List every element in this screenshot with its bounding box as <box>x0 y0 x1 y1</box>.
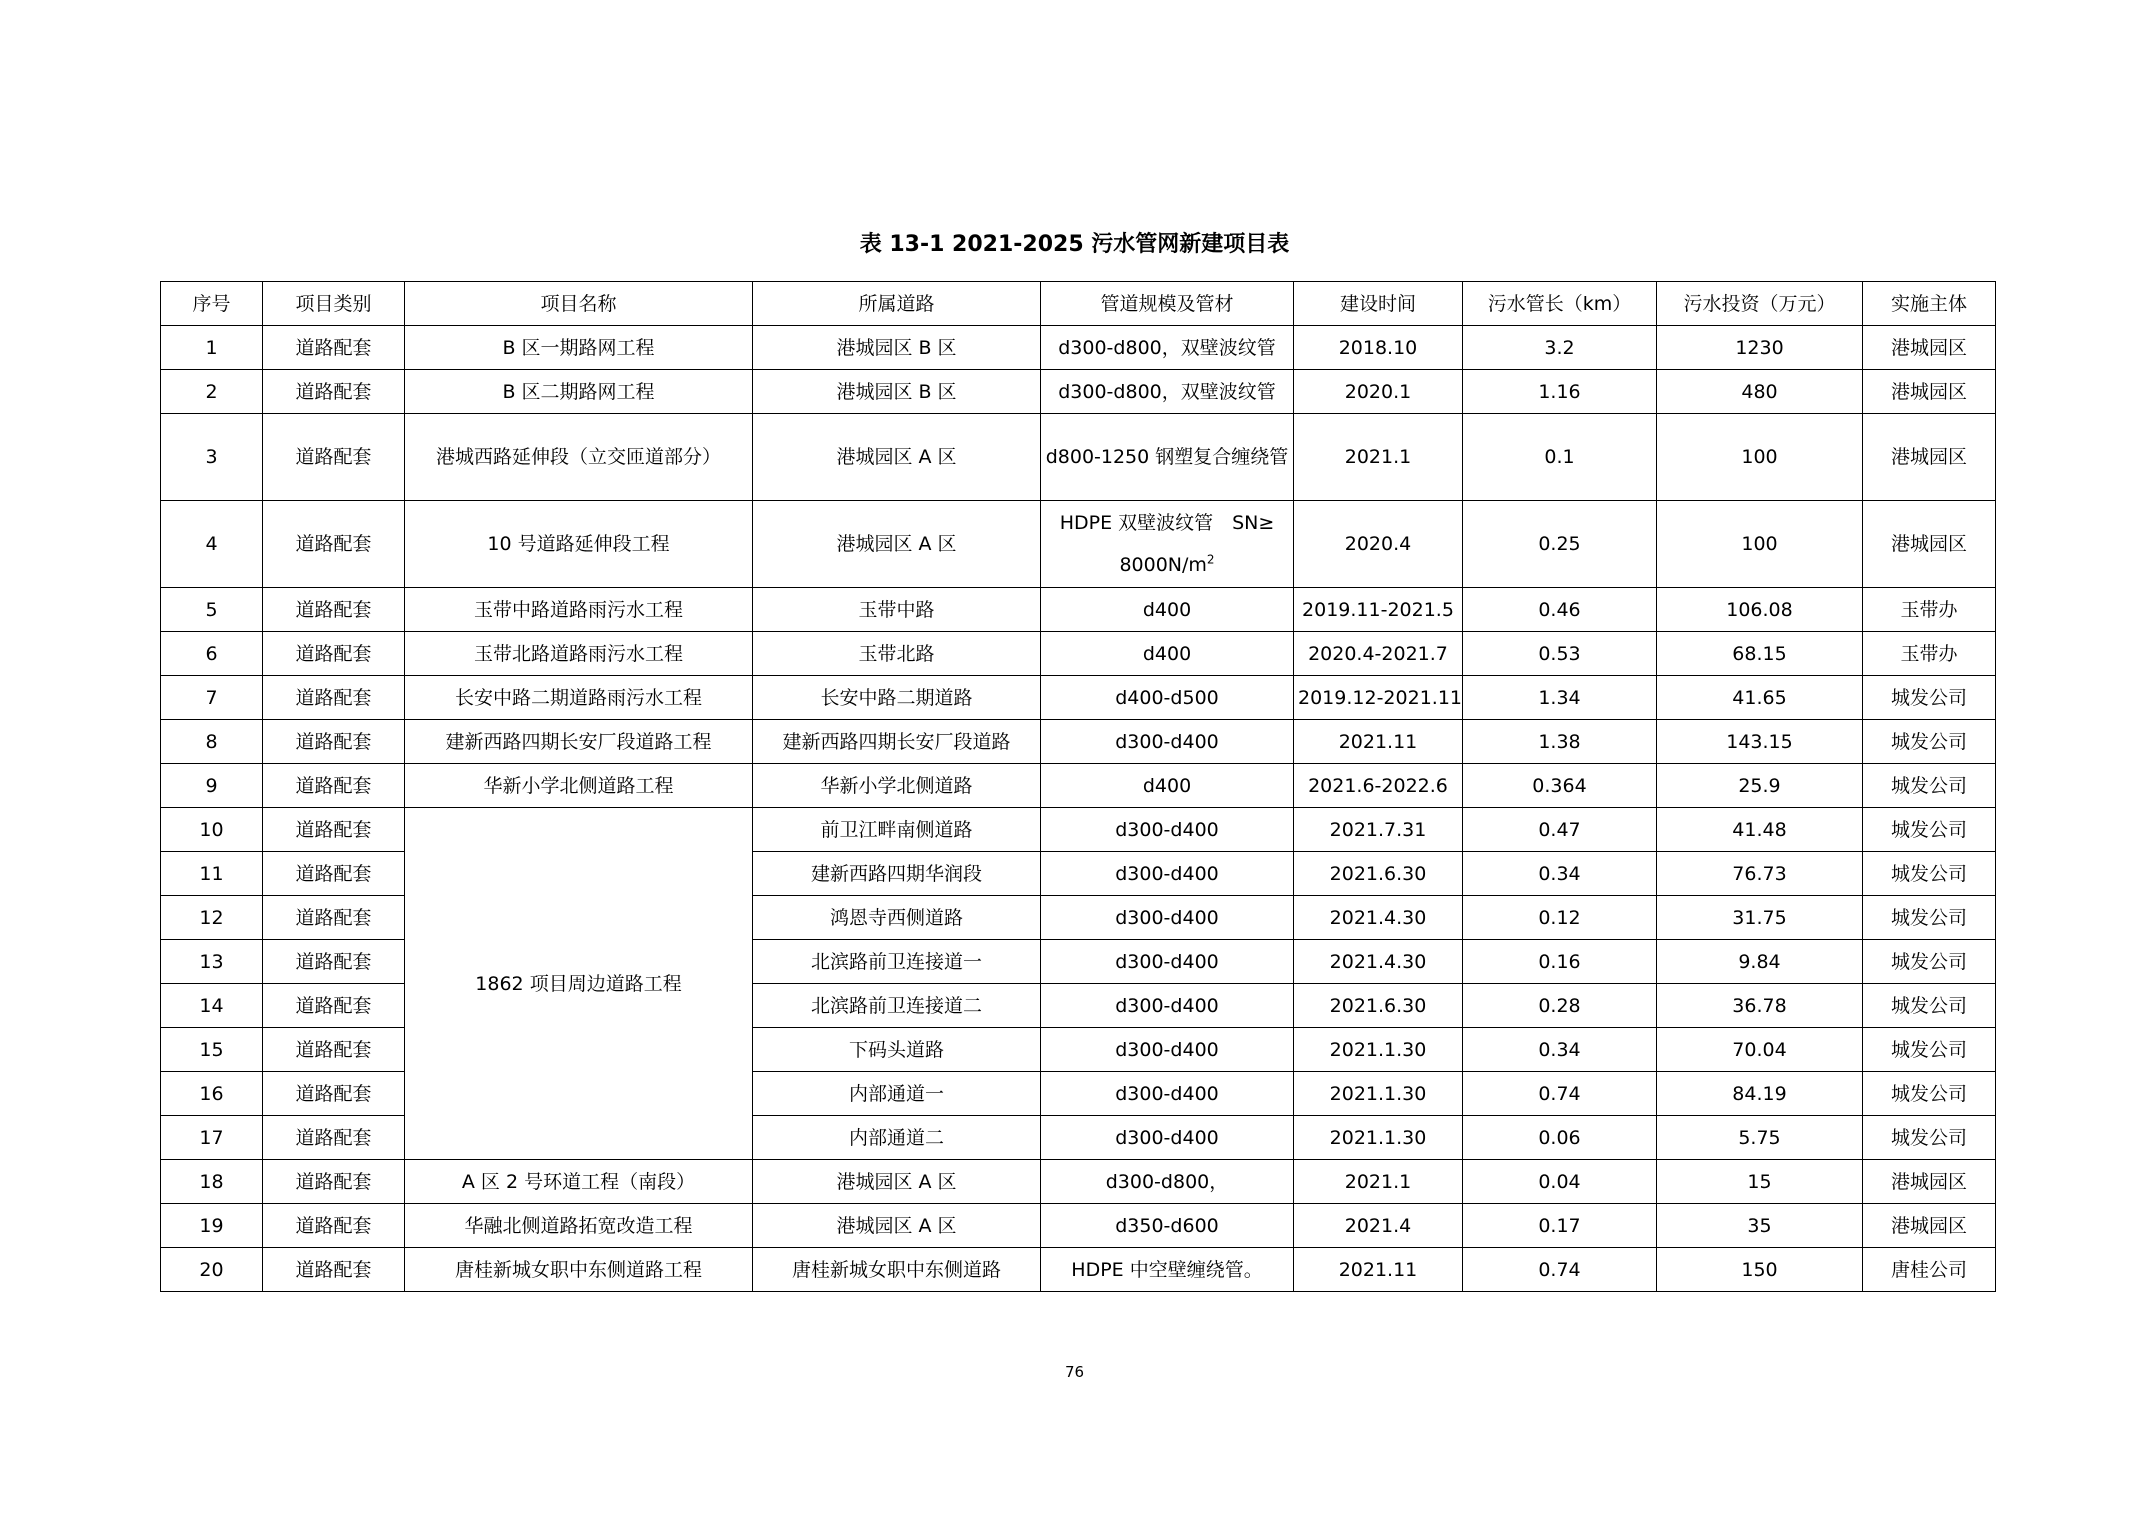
cell-material: d300-d400 <box>1041 852 1294 896</box>
cell-investment: 68.15 <box>1657 632 1863 676</box>
cell-category: 道路配套 <box>263 940 405 984</box>
cell-name: 建新西路四期长安厂段道路工程 <box>405 720 753 764</box>
header-cell: 所属道路 <box>753 282 1041 326</box>
cell-owner: 港城园区 <box>1863 1160 1996 1204</box>
cell-name: 港城西路延伸段（立交匝道部分） <box>405 414 753 501</box>
cell-time: 2021.11 <box>1294 1248 1463 1292</box>
cell-material: d300-d400 <box>1041 940 1294 984</box>
cell-material: d300-d400 <box>1041 896 1294 940</box>
cell-name-merged: 1862 项目周边道路工程 <box>405 808 753 1160</box>
cell-material: d300-d400 <box>1041 1028 1294 1072</box>
cell-road: 港城园区 B 区 <box>753 326 1041 370</box>
table-row <box>161 1160 1996 1204</box>
cell-name: 华新小学北侧道路工程 <box>405 764 753 808</box>
cell-owner: 港城园区 <box>1863 326 1996 370</box>
cell-name: 唐桂新城女职中东侧道路工程 <box>405 1248 753 1292</box>
cell-owner: 唐桂公司 <box>1863 1248 1996 1292</box>
cell-investment: 143.15 <box>1657 720 1863 764</box>
cell-investment: 70.04 <box>1657 1028 1863 1072</box>
cell-time: 2020.4 <box>1294 501 1463 588</box>
cell-length: 0.74 <box>1463 1248 1657 1292</box>
cell-no: 13 <box>161 940 263 984</box>
cell-investment: 1230 <box>1657 326 1863 370</box>
cell-time: 2020.4-2021.7 <box>1294 632 1463 676</box>
cell-owner: 玉带办 <box>1863 632 1996 676</box>
cell-road: 内部通道二 <box>753 1116 1041 1160</box>
cell-no: 2 <box>161 370 263 414</box>
cell-material <box>1041 501 1294 588</box>
table-row <box>161 808 1996 852</box>
superscript-2: 2 <box>1206 552 1215 567</box>
cell-length: 0.53 <box>1463 632 1657 676</box>
cell-category: 道路配套 <box>263 720 405 764</box>
cell-road: 下码头道路 <box>753 1028 1041 1072</box>
cell-time: 2021.4.30 <box>1294 896 1463 940</box>
cell-category: 道路配套 <box>263 414 405 501</box>
cell-category: 道路配套 <box>263 1116 405 1160</box>
table-row <box>161 326 1996 370</box>
cell-road: 长安中路二期道路 <box>753 676 1041 720</box>
cell-material: d300-d800，双壁波纹管 <box>1041 326 1294 370</box>
cell-owner: 城发公司 <box>1863 984 1996 1028</box>
cell-time: 2021.7.31 <box>1294 808 1463 852</box>
table-row <box>161 676 1996 720</box>
cell-road: 港城园区 A 区 <box>753 501 1041 588</box>
cell-investment: 35 <box>1657 1204 1863 1248</box>
cell-length: 0.28 <box>1463 984 1657 1028</box>
cell-road: 港城园区 A 区 <box>753 1204 1041 1248</box>
cell-category: 道路配套 <box>263 896 405 940</box>
cell-owner: 城发公司 <box>1863 808 1996 852</box>
cell-name: 华融北侧道路拓宽改造工程 <box>405 1204 753 1248</box>
cell-category: 道路配套 <box>263 676 405 720</box>
table-title: 表 13-1 2021-2025 污水管网新建项目表 <box>859 232 1290 257</box>
cell-name: 长安中路二期道路雨污水工程 <box>405 676 753 720</box>
cell-time: 2021.4 <box>1294 1204 1463 1248</box>
header-cell: 序号 <box>161 282 263 326</box>
cell-time: 2020.1 <box>1294 370 1463 414</box>
cell-material: d300-d400 <box>1041 1072 1294 1116</box>
cell-investment: 150 <box>1657 1248 1863 1292</box>
cell-owner: 城发公司 <box>1863 676 1996 720</box>
cell-investment: 84.19 <box>1657 1072 1863 1116</box>
cell-investment: 76.73 <box>1657 852 1863 896</box>
cell-investment: 41.48 <box>1657 808 1863 852</box>
cell-time: 2018.10 <box>1294 326 1463 370</box>
cell-road: 华新小学北侧道路 <box>753 764 1041 808</box>
cell-owner: 港城园区 <box>1863 1204 1996 1248</box>
cell-no: 14 <box>161 984 263 1028</box>
cell-time: 2021.6.30 <box>1294 852 1463 896</box>
cell-length: 3.2 <box>1463 326 1657 370</box>
cell-category: 道路配套 <box>263 1028 405 1072</box>
header-cell: 项目类别 <box>263 282 405 326</box>
table-row <box>161 1248 1996 1292</box>
cell-no: 11 <box>161 852 263 896</box>
table-row <box>161 501 1996 588</box>
cell-category: 道路配套 <box>263 370 405 414</box>
cell-road: 港城园区 B 区 <box>753 370 1041 414</box>
cell-category: 道路配套 <box>263 588 405 632</box>
cell-investment: 36.78 <box>1657 984 1863 1028</box>
cell-no: 16 <box>161 1072 263 1116</box>
cell-material: d300-d400 <box>1041 1116 1294 1160</box>
cell-category: 道路配套 <box>263 984 405 1028</box>
cell-road: 鸿恩寺西侧道路 <box>753 896 1041 940</box>
cell-investment: 106.08 <box>1657 588 1863 632</box>
cell-name: 玉带中路道路雨污水工程 <box>405 588 753 632</box>
cell-no: 4 <box>161 501 263 588</box>
cell-no: 5 <box>161 588 263 632</box>
cell-road: 港城园区 A 区 <box>753 414 1041 501</box>
cell-road: 北滨路前卫连接道二 <box>753 984 1041 1028</box>
cell-no: 1 <box>161 326 263 370</box>
cell-owner: 港城园区 <box>1863 414 1996 501</box>
table-row <box>161 764 1996 808</box>
cell-investment: 480 <box>1657 370 1863 414</box>
cell-owner: 城发公司 <box>1863 1072 1996 1116</box>
cell-no: 9 <box>161 764 263 808</box>
cell-no: 10 <box>161 808 263 852</box>
cell-no: 7 <box>161 676 263 720</box>
header-cell: 污水投资（万元） <box>1657 282 1863 326</box>
material-line-1: HDPE 双壁波纹管 SN≥ <box>1059 512 1275 534</box>
cell-name: 玉带北路道路雨污水工程 <box>405 632 753 676</box>
cell-category: 道路配套 <box>263 1204 405 1248</box>
cell-investment: 100 <box>1657 414 1863 501</box>
header-row <box>161 282 1996 326</box>
cell-time: 2021.4.30 <box>1294 940 1463 984</box>
cell-owner: 城发公司 <box>1863 940 1996 984</box>
header-cell: 实施主体 <box>1863 282 1996 326</box>
cell-time: 2021.6.30 <box>1294 984 1463 1028</box>
cell-investment: 5.75 <box>1657 1116 1863 1160</box>
cell-length: 0.25 <box>1463 501 1657 588</box>
cell-owner: 城发公司 <box>1863 720 1996 764</box>
cell-road: 唐桂新城女职中东侧道路 <box>753 1248 1041 1292</box>
table-row <box>161 1204 1996 1248</box>
cell-length: 1.16 <box>1463 370 1657 414</box>
cell-material: d400 <box>1041 632 1294 676</box>
table-row <box>161 632 1996 676</box>
header-cell: 建设时间 <box>1294 282 1463 326</box>
cell-length: 0.47 <box>1463 808 1657 852</box>
header-cell: 污水管长（km） <box>1463 282 1657 326</box>
cell-material: d800-1250 钢塑复合缠绕管 <box>1041 414 1294 501</box>
cell-no: 17 <box>161 1116 263 1160</box>
cell-time: 2021.1.30 <box>1294 1072 1463 1116</box>
cell-length: 0.364 <box>1463 764 1657 808</box>
cell-material: d300-d400 <box>1041 720 1294 764</box>
cell-length: 0.06 <box>1463 1116 1657 1160</box>
cell-no: 19 <box>161 1204 263 1248</box>
cell-investment: 25.9 <box>1657 764 1863 808</box>
cell-owner: 港城园区 <box>1863 501 1996 588</box>
sewer-project-table <box>160 281 1996 1292</box>
cell-material: d400 <box>1041 588 1294 632</box>
cell-owner: 城发公司 <box>1863 852 1996 896</box>
cell-category: 道路配套 <box>263 326 405 370</box>
cell-no: 3 <box>161 414 263 501</box>
cell-road: 前卫江畔南侧道路 <box>753 808 1041 852</box>
cell-length: 0.17 <box>1463 1204 1657 1248</box>
cell-length: 0.16 <box>1463 940 1657 984</box>
cell-length: 1.38 <box>1463 720 1657 764</box>
header-cell: 项目名称 <box>405 282 753 326</box>
page-number: 76 <box>1064 1363 1085 1381</box>
cell-category: 道路配套 <box>263 852 405 896</box>
cell-time: 2021.11 <box>1294 720 1463 764</box>
cell-time: 2021.6-2022.6 <box>1294 764 1463 808</box>
cell-time: 2021.1 <box>1294 414 1463 501</box>
cell-category: 道路配套 <box>263 1160 405 1204</box>
material-line-2: 8000N/m <box>1119 554 1207 576</box>
header-cell: 管道规模及管材 <box>1041 282 1294 326</box>
cell-no: 8 <box>161 720 263 764</box>
table-row <box>161 370 1996 414</box>
cell-material: d300-d400 <box>1041 984 1294 1028</box>
cell-length: 0.1 <box>1463 414 1657 501</box>
cell-road: 内部通道一 <box>753 1072 1041 1116</box>
cell-no: 20 <box>161 1248 263 1292</box>
cell-length: 0.04 <box>1463 1160 1657 1204</box>
cell-owner: 城发公司 <box>1863 764 1996 808</box>
cell-investment: 15 <box>1657 1160 1863 1204</box>
cell-name: 10 号道路延伸段工程 <box>405 501 753 588</box>
cell-category: 道路配套 <box>263 1072 405 1116</box>
cell-owner: 城发公司 <box>1863 1116 1996 1160</box>
cell-material: d400-d500 <box>1041 676 1294 720</box>
cell-name: B 区二期路网工程 <box>405 370 753 414</box>
cell-material: d400 <box>1041 764 1294 808</box>
cell-material: d350-d600 <box>1041 1204 1294 1248</box>
cell-investment: 100 <box>1657 501 1863 588</box>
cell-owner: 城发公司 <box>1863 896 1996 940</box>
cell-time: 2021.1.30 <box>1294 1028 1463 1072</box>
cell-no: 15 <box>161 1028 263 1072</box>
cell-category: 道路配套 <box>263 632 405 676</box>
cell-category: 道路配套 <box>263 764 405 808</box>
cell-investment: 31.75 <box>1657 896 1863 940</box>
cell-name: B 区一期路网工程 <box>405 326 753 370</box>
cell-no: 12 <box>161 896 263 940</box>
cell-length: 1.34 <box>1463 676 1657 720</box>
cell-owner: 玉带办 <box>1863 588 1996 632</box>
cell-road: 玉带北路 <box>753 632 1041 676</box>
cell-category: 道路配套 <box>263 1248 405 1292</box>
cell-road: 港城园区 A 区 <box>753 1160 1041 1204</box>
cell-road: 建新西路四期华润段 <box>753 852 1041 896</box>
table-row <box>161 414 1996 501</box>
cell-material: HDPE 中空壁缠绕管。 <box>1041 1248 1294 1292</box>
cell-material: d300-d800，双壁波纹管 <box>1041 370 1294 414</box>
cell-investment: 41.65 <box>1657 676 1863 720</box>
table-row <box>161 720 1996 764</box>
cell-investment: 9.84 <box>1657 940 1863 984</box>
cell-category: 道路配套 <box>263 808 405 852</box>
cell-time: 2019.11-2021.5 <box>1294 588 1463 632</box>
cell-no: 6 <box>161 632 263 676</box>
cell-length: 0.34 <box>1463 852 1657 896</box>
cell-owner: 城发公司 <box>1863 1028 1996 1072</box>
cell-length: 0.34 <box>1463 1028 1657 1072</box>
cell-material: d300-d400 <box>1041 808 1294 852</box>
cell-road: 北滨路前卫连接道一 <box>753 940 1041 984</box>
cell-length: 0.46 <box>1463 588 1657 632</box>
cell-time: 2019.12-2021.11 <box>1294 676 1463 720</box>
cell-material: d300-d800， <box>1041 1160 1294 1204</box>
cell-time: 2021.1.30 <box>1294 1116 1463 1160</box>
cell-road: 玉带中路 <box>753 588 1041 632</box>
cell-no: 18 <box>161 1160 263 1204</box>
table-row <box>161 588 1996 632</box>
cell-owner: 港城园区 <box>1863 370 1996 414</box>
cell-time: 2021.1 <box>1294 1160 1463 1204</box>
cell-category: 道路配套 <box>263 501 405 588</box>
cell-length: 0.74 <box>1463 1072 1657 1116</box>
cell-name: A 区 2 号环道工程（南段） <box>405 1160 753 1204</box>
cell-road: 建新西路四期长安厂段道路 <box>753 720 1041 764</box>
cell-length: 0.12 <box>1463 896 1657 940</box>
